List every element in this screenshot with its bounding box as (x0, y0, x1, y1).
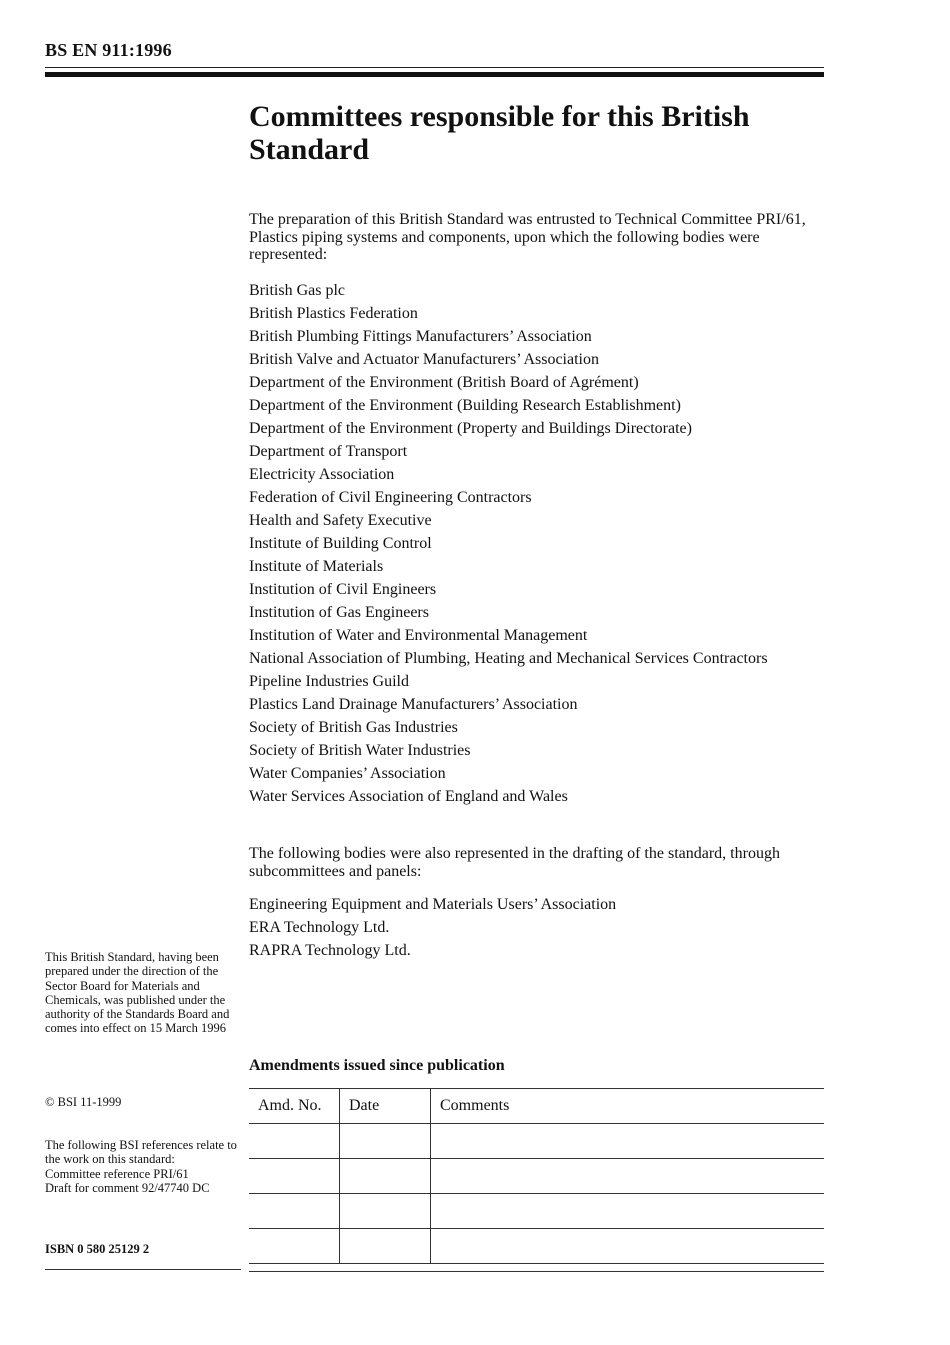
represented-bodies-list (249, 281, 829, 810)
list-item: Department of the Environment (Building Research Establishment) (249, 397, 681, 414)
copyright-notice: © BSI 11-1999 (45, 1095, 122, 1109)
subcommittee-bodies-list (249, 895, 829, 964)
list-item: Plastics Land Drainage Manufacturers’ Association (249, 696, 578, 713)
amendments-table (249, 1088, 824, 1264)
list-item: Department of the Environment (British Board of Agrément) (249, 374, 639, 391)
intro-paragraph: The preparation of this British Standard was entrusted to Technical Committee PRI/61, Plastics piping systems and components, upon which the following bodies were represented: (249, 211, 806, 263)
table-cell (431, 1194, 825, 1229)
list-item: Society of British Gas Industries (249, 719, 458, 736)
list-item: Electricity Association (249, 466, 395, 483)
table-cell (431, 1159, 825, 1194)
list-item: British Valve and Actuator Manufacturers’ Association (249, 351, 599, 368)
table-cell (249, 1229, 340, 1264)
table-row (249, 1194, 824, 1229)
table-row (249, 1159, 824, 1194)
draft-reference: Draft for comment 92/47740 DC (45, 1180, 210, 1195)
table-row (249, 1229, 824, 1264)
list-item: Water Companies’ Association (249, 765, 446, 782)
list-item: Department of Transport (249, 443, 408, 460)
table-row (249, 1124, 824, 1159)
table-cell (431, 1229, 825, 1264)
list-item: British Plumbing Fittings Manufacturers’ Association (249, 328, 592, 345)
publication-note: This British Standard, having been prepared under the direction of the Sector Board for Materials and Chemicals, was published under the authority of the Standards Board and comes into effect on 15 March 1996 (45, 950, 230, 1036)
list-item: RAPRA Technology Ltd. (249, 942, 411, 959)
document-id: BS EN 911:1996 (45, 40, 172, 60)
table-cell (340, 1194, 431, 1229)
footer-rule-left (45, 1269, 241, 1270)
list-item: ERA Technology Ltd. (249, 919, 390, 936)
amendments-header-row (249, 1089, 824, 1124)
list-item: Institution of Gas Engineers (249, 604, 429, 621)
table-cell (249, 1124, 340, 1159)
list-item: Department of the Environment (Property and Buildings Directorate) (249, 420, 692, 437)
table-cell (249, 1194, 340, 1229)
list-item: Pipeline Industries Guild (249, 673, 409, 690)
column-header-comments: Comments (431, 1089, 825, 1124)
header-rule-thick (45, 72, 824, 77)
list-item: Health and Safety Executive (249, 512, 432, 529)
amendments-title: Amendments issued since publication (249, 1057, 505, 1074)
table-cell (340, 1229, 431, 1264)
page-title: Committees responsible for this British Standard (249, 100, 750, 166)
table-cell (431, 1124, 825, 1159)
footer-rule-right (249, 1271, 824, 1272)
list-item: Institute of Building Control (249, 535, 432, 552)
references-intro: The following BSI references relate to the work on this standard: (45, 1138, 237, 1167)
list-item: Society of British Water Industries (249, 742, 471, 759)
table-cell (340, 1124, 431, 1159)
bsi-references (45, 1138, 240, 1195)
list-item: British Gas plc (249, 282, 345, 299)
table-cell (340, 1159, 431, 1194)
list-item: Water Services Association of England and Wales (249, 788, 568, 805)
column-header-date: Date (340, 1089, 431, 1124)
table-cell (249, 1159, 340, 1194)
isbn: ISBN 0 580 25129 2 (45, 1242, 150, 1256)
header-rule-thin (45, 67, 824, 68)
committee-reference: Committee reference PRI/61 (45, 1166, 189, 1181)
list-item: Engineering Equipment and Materials Users’ Association (249, 896, 617, 913)
list-item: National Association of Plumbing, Heating and Mechanical Services Contractors (249, 650, 768, 667)
list-item: Institute of Materials (249, 558, 384, 575)
list-item: Institution of Civil Engineers (249, 581, 437, 598)
column-header-amd-no: Amd. No. (249, 1089, 340, 1124)
also-represented-paragraph: The following bodies were also represented in the drafting of the standard, through subcommittees and panels: (249, 845, 780, 880)
list-item: British Plastics Federation (249, 305, 418, 322)
list-item: Institution of Water and Environmental Management (249, 627, 588, 644)
list-item: Federation of Civil Engineering Contractors (249, 489, 532, 506)
